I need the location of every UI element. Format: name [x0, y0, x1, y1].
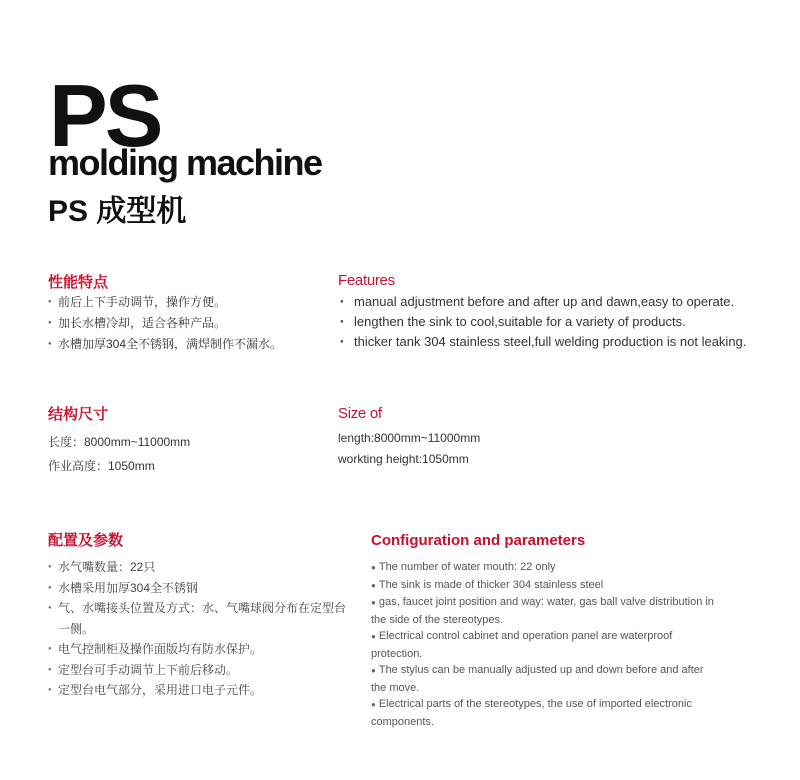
bullet-icon: ●	[371, 580, 376, 590]
size-lines-en	[338, 428, 480, 470]
size-heading-cn: 结构尺寸	[48, 406, 109, 423]
bullet-icon: ●	[371, 563, 376, 572]
list-item-text: The number of water mouth: 22 only	[378, 561, 556, 573]
features-list-cn	[48, 292, 282, 355]
config-list-cn	[48, 557, 348, 701]
list-item: ● 定型台电气部分，采用进口电子元件。	[48, 680, 348, 701]
config-list-en	[371, 559, 721, 730]
features-heading-cn: 性能特点	[48, 274, 109, 291]
title-chinese: PS 成型机	[48, 195, 187, 228]
list-item: ● 水气嘴数量：22只	[48, 557, 348, 578]
title-molding-machine: molding machine	[48, 142, 322, 183]
bullet-icon: ●	[371, 632, 376, 641]
list-item-text: Electrical parts of the stereotypes, the use of imported electronic components.	[371, 698, 692, 728]
list-item: ● 水槽加厚304全不锈钢，满焊制作不漏水。	[48, 334, 282, 355]
list-item: ● 前后上下手动调节，操作方便。	[48, 292, 282, 313]
list-item	[371, 594, 721, 628]
config-heading-en: Configuration and parameters	[371, 532, 586, 549]
list-item-text: Electrical control cabinet and operation panel are waterproof protection.	[371, 630, 673, 660]
list-item: ● 气、水嘴接头位置及方式：水、气嘴球阀分布在定型台一侧。	[48, 598, 348, 639]
list-item: ● thicker tank 304 stainless steel,full welding production is not leaking.	[338, 332, 746, 352]
list-item	[371, 662, 721, 696]
list-item-text: The stylus can be manually adjusted up and down before and after the move.	[371, 664, 704, 694]
list-item: ● 定型台可手动调节上下前后移动。	[48, 660, 348, 681]
list-item-text: gas, faucet joint position and way: water, gas ball valve distribution in the side of the stereotypes.	[371, 596, 714, 626]
bullet-icon: ●	[371, 666, 376, 675]
list-item	[371, 628, 721, 662]
list-item	[371, 577, 721, 595]
list-item-text: The sink is made of thicker 304 stainless steel	[378, 578, 604, 591]
bullet-icon: ●	[371, 700, 376, 709]
size-height-cn: 作业高度：1050mm	[48, 459, 155, 473]
list-item: ● 水槽采用加厚304全不锈钢	[48, 578, 348, 599]
size-length-cn: 长度：8000mm~11000mm	[48, 435, 191, 449]
config-heading-cn: 配置及参数	[48, 532, 124, 549]
title-ps: PS	[49, 66, 161, 165]
list-item: ● lengthen the sink to cool,suitable for a variety of products.	[338, 312, 746, 332]
size-lines-cn	[48, 432, 190, 477]
list-item	[371, 559, 721, 577]
size-heading-en: Size of	[338, 405, 382, 422]
list-item: ● 加长水槽冷却，适合各种产品。	[48, 313, 282, 334]
list-item: ● 电气控制柜及操作面版均有防水保护。	[48, 639, 348, 660]
size-height-en: workting height:1050mm	[338, 452, 469, 466]
size-length-en: length:8000mm~11000mm	[338, 431, 481, 445]
features-list-en	[338, 292, 746, 352]
bullet-icon: ●	[371, 598, 376, 607]
features-heading-en: Features	[338, 272, 395, 289]
list-item: ● manual adjustment before and after up and dawn,easy to operate.	[338, 292, 746, 312]
list-item	[371, 696, 721, 730]
